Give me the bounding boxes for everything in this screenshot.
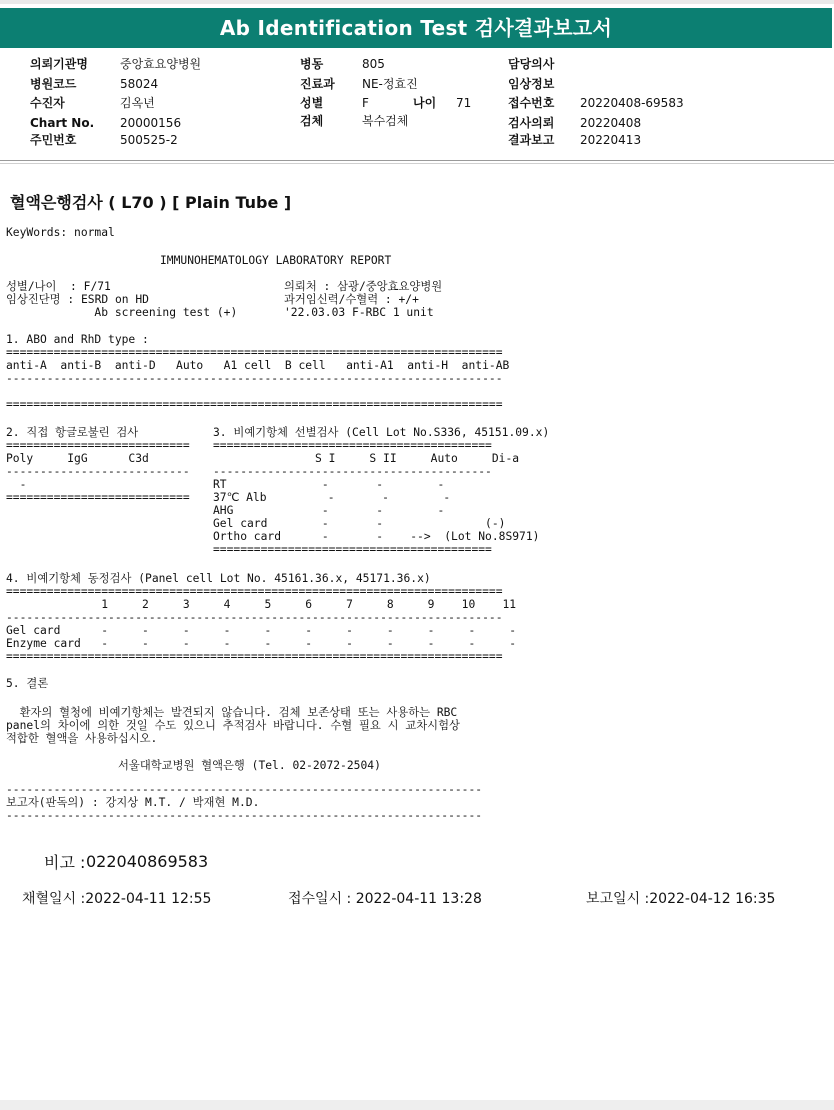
patient-info-left: 성별/나이 : F/71 임상진단명 : ESRD on HD Ab screening test (+) (6, 280, 238, 319)
bottom-border (0, 1100, 834, 1110)
test-title: 혈액은행검사 ( L70 ) [ Plain Tube ] (10, 193, 292, 212)
value-patient: 김옥년 (120, 96, 155, 110)
label-specimen: 검체 (300, 114, 324, 128)
conclusion-title: 5. 결론 (6, 677, 49, 690)
header-divider (0, 160, 834, 161)
label-patient: 수진자 (30, 96, 65, 110)
lab-contact: 서울대학교병원 혈액은행 (Tel. 02-2072-2504) (118, 759, 381, 772)
label-sex: 성별 (300, 96, 324, 110)
receipt-datetime: 접수일시 : 2022-04-11 13:28 (288, 891, 482, 907)
label-request-date: 검사의뢰 (508, 116, 555, 130)
value-ward: 805 (362, 57, 385, 71)
value-hospital-code: 58024 (120, 77, 159, 91)
label-accession-no: 접수번호 (508, 96, 555, 110)
antibody-screening-section: 3. 비예기항체 선별검사 (Cell Lot No.S336, 45151.09.x) ========================================= S I S II Auto Di-a ----------------------------------------- RT - - - 37℃ Alb - - - AHG - - - Gel card - - (-) Ortho card - - --> (Lot No.8S971) ========================================= (213, 426, 550, 556)
label-department: 진료과 (300, 77, 335, 91)
label-resident-no: 주민번호 (30, 133, 77, 147)
keywords: KeyWords: normal (6, 226, 115, 239)
label-ward: 병동 (300, 57, 324, 71)
value-chart-no: 20000156 (120, 116, 182, 130)
value-department: NE-정효진 (362, 77, 418, 91)
label-institution: 의뢰기관명 (30, 57, 88, 71)
value-age: 71 (456, 96, 472, 110)
antibody-identification-section: 4. 비예기항체 동정검사 (Panel cell Lot No. 45161.36.x, 45171.36.x) ========================================================================= 1 2 3 4 5 6 7 8 9 10 11 ------------------------------------------------------------------------- Gel card - - - - - - - - - - - Enzyme card - - - - - - - - - - - ========================================================================= (6, 572, 517, 663)
top-border (0, 0, 834, 4)
report-title: Ab Identification Test 검사결과보고서 (0, 8, 832, 48)
header-divider-shadow (0, 163, 834, 164)
reporter-signature: ---------------------------------------------------------------------- 보고자(판독의) : 강지상 M.T. / 박재현 M.D. ---------------------------------------------------------------------- (6, 783, 483, 822)
value-accession-no: 20220408-69583 (580, 96, 684, 110)
lab-report-title: IMMUNOHEMATOLOGY LABORATORY REPORT (160, 254, 392, 267)
label-physician: 담당의사 (508, 57, 555, 71)
abo-rhd-section: 1. ABO and RhD type : ========================================================================= anti-A anti-B anti-D Auto A1 cell B cell anti-A1 anti-H anti-AB ------------------------------------------------------------------------- ========================================================================= (6, 333, 510, 411)
report-datetime: 보고일시 :2022-04-12 16:35 (586, 891, 776, 907)
label-report-date: 결과보고 (508, 133, 555, 147)
note-value: 022040869583 (86, 852, 209, 871)
label-chart-no: Chart No. (30, 116, 95, 130)
label-clinical-info: 임상정보 (508, 77, 555, 91)
value-request-date: 20220408 (580, 116, 642, 130)
label-hospital-code: 병원코드 (30, 77, 77, 91)
patient-info-right: 의뢰처 : 삼광/중앙효요양병원 과거임신력/수혈력 : +/+ '22.03.03 F-RBC 1 unit (284, 280, 443, 319)
note-label: 비고 : (44, 853, 86, 872)
conclusion-text: 환자의 혈청에 비예기항체는 발견되지 않습니다. 검체 보존상태 또는 사용하는 RBC panel의 차이에 의한 것일 수도 있으니 추적검사 바랍니다. 수혈 필요 시 교차시험상 적합한 혈액을 사용하십시오. (6, 706, 460, 745)
value-report-date: 20220413 (580, 133, 642, 147)
collection-datetime: 채혈일시 :2022-04-11 12:55 (22, 891, 212, 907)
value-sex: F (362, 96, 369, 110)
value-institution: 중앙효요양병원 (120, 57, 202, 71)
direct-antiglobulin-section: 2. 직접 항글로불린 검사 =========================== Poly IgG C3d --------------------------- - =========================== (6, 426, 190, 504)
label-age: 나이 (413, 96, 437, 110)
value-specimen: 복수검체 (362, 114, 409, 128)
value-resident-no: 500525-2 (120, 133, 178, 147)
